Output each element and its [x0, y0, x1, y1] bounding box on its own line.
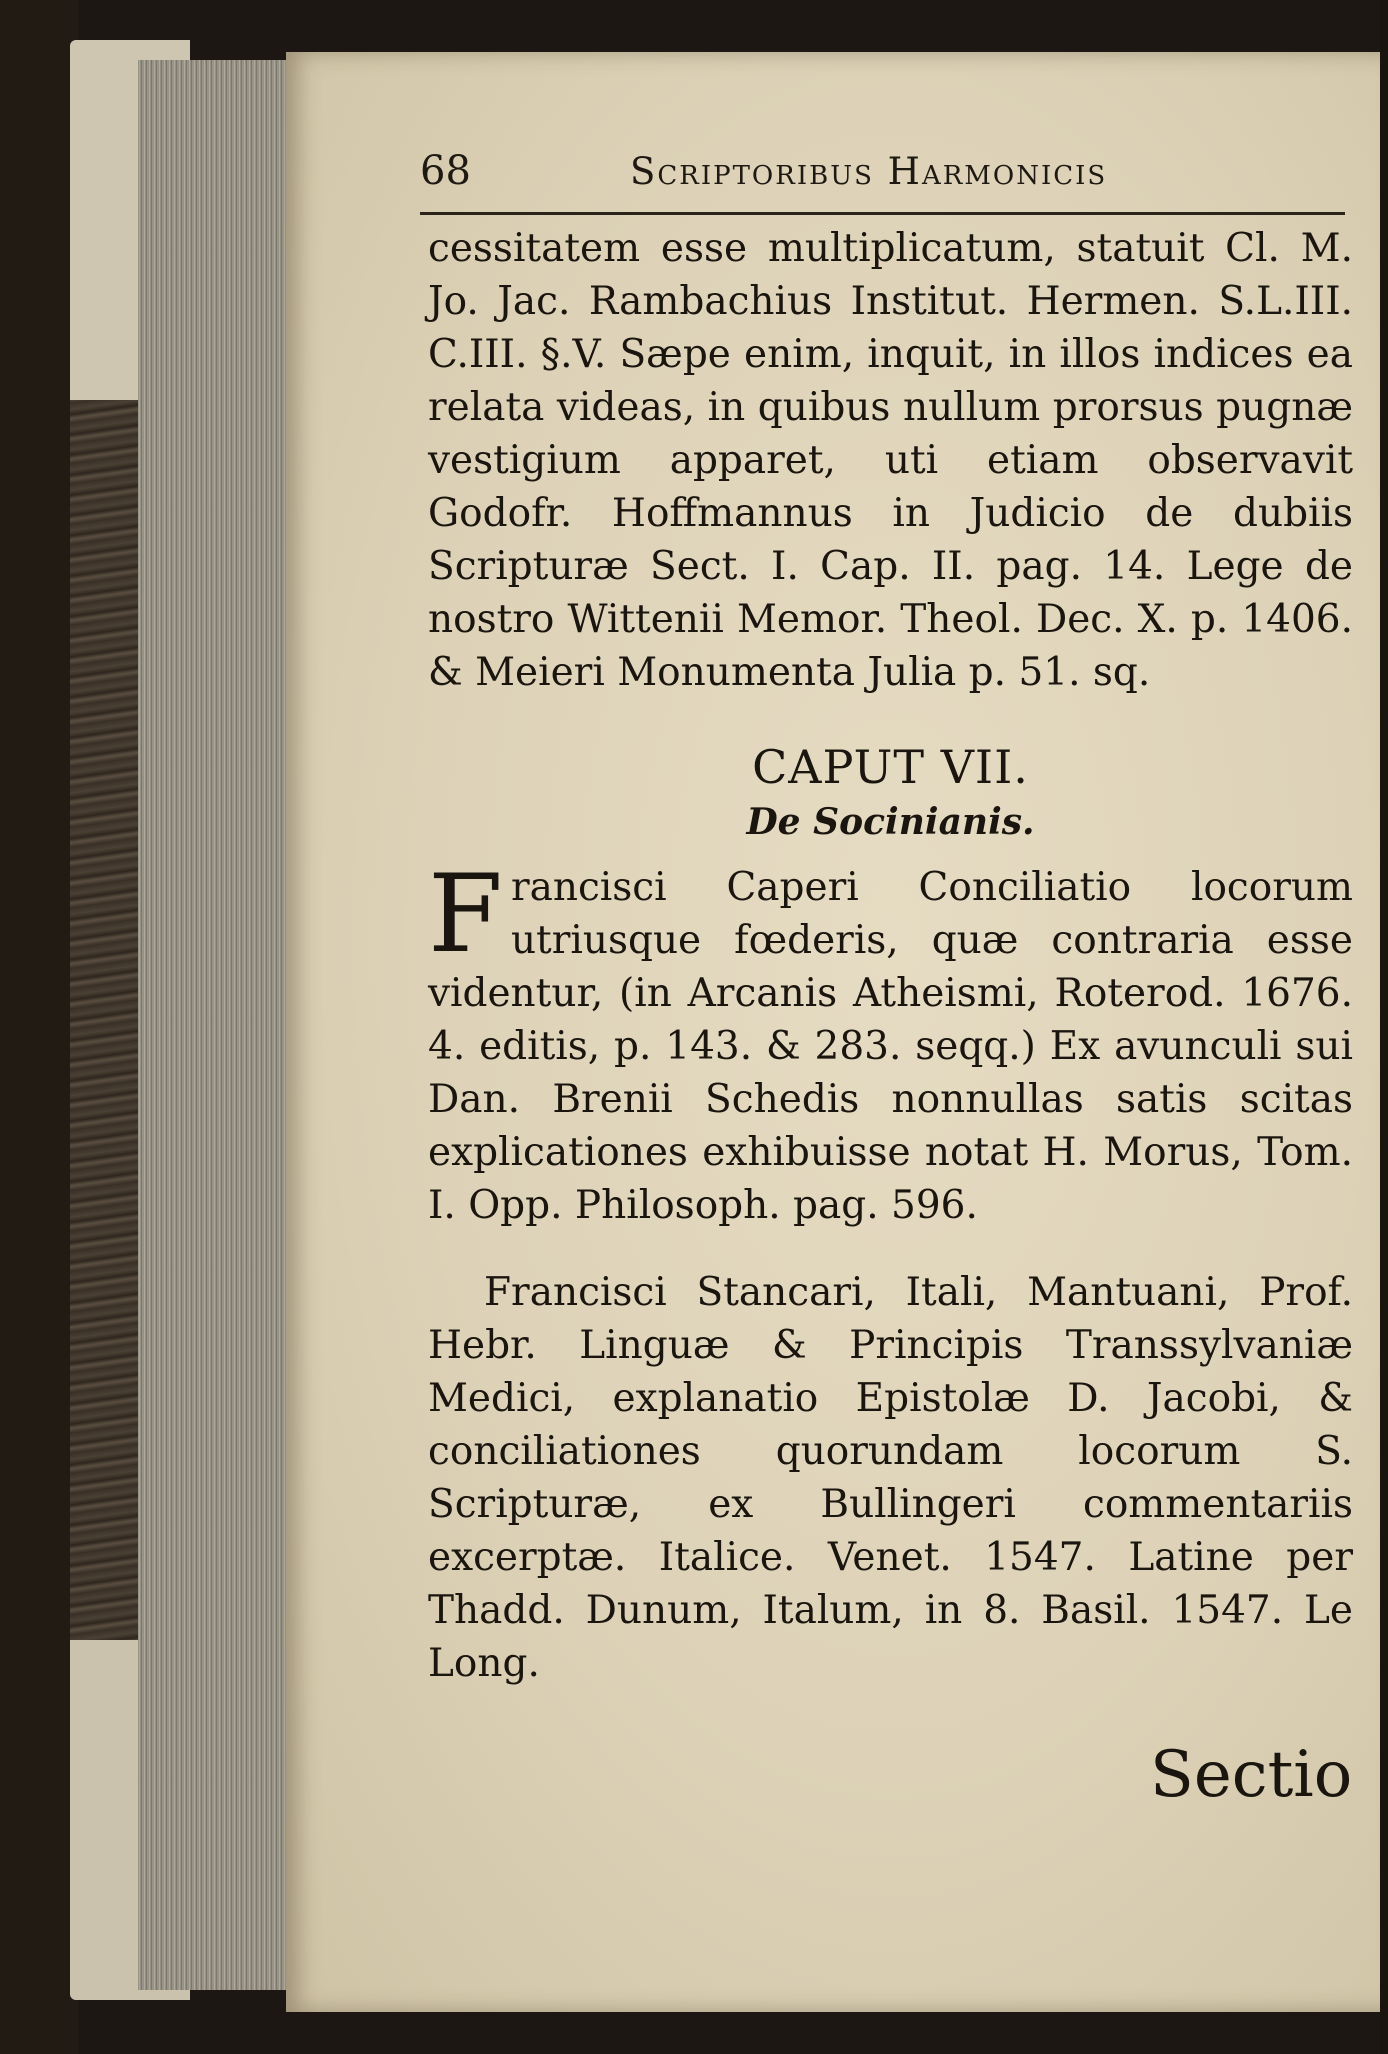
catchword: Sectio	[1150, 1738, 1353, 1812]
header-rule	[420, 212, 1345, 215]
chapter-subtitle: De Socinianis.	[746, 801, 1035, 843]
intro-paragraph: cessitatem esse multiplicatum, statuit Cl. M. Jo. Jac. Rambachius Institut. Hermen. S.L.III. C.III. §.V. Sæpe enim, inquit, in illos indices ea relata videas, in quibus nullum prorsus pugnæ vestigium apparet, uti etiam observavit Godofr. Hoffmannus in Judicio de dubiis Scripturæ Sect. I. Cap. II. pag. 14. Lege de nostro Wittenii Memor. Theol. Dec. X. p. 1406. & Meieri Monumenta Julia p. 51. sq.	[428, 226, 1353, 695]
running-head: Scriptoribus Harmonicis	[630, 150, 1108, 193]
paragraph-stancari: Francisci Stancari, Itali, Mantuani, Prof. Hebr. Linguæ & Principis Transsylvaniæ Medici, explanatio Epistolæ D. Jacobi, & conciliationes quorundam locorum S. Scripturæ, ex Bullingeri commentariis excerptæ. Italice. Venet. 1547. Latine per Thadd. Dunum, Italum, in 8. Basil. 1547. Le Long.	[428, 1270, 1353, 1686]
page-header	[420, 148, 1345, 208]
drop-cap: F	[428, 852, 503, 977]
page-edges	[138, 60, 288, 1990]
paragraph-caperi-text: rancisci Caperi Conciliatio locorum utriusque fœderis, quæ contraria esse videntur, (in Arcanis Atheismi, Roterod. 1676. 4. editis, p. 143. & 283. seqq.) Ex avunculi sui Dan. Brenii Schedis nonnullas satis scitas explicationes exhibuisse notat H. Morus, Tom. I. Opp. Philosoph. pag. 596.	[428, 865, 1353, 1228]
chapter-title: CAPUT VII.	[752, 740, 1029, 794]
right-edge-shadow	[1380, 0, 1388, 2054]
paragraph-caperi	[428, 852, 1353, 1232]
background	[0, 0, 78, 2054]
page-number: 68	[420, 148, 471, 194]
page-body	[428, 222, 1353, 1690]
